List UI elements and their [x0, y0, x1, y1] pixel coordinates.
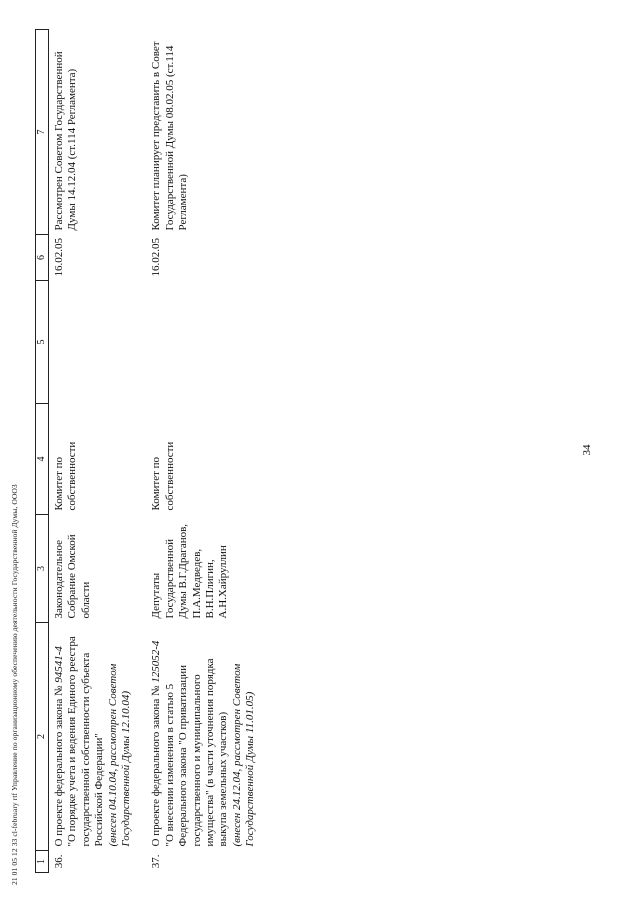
- table-row: [147, 30, 271, 873]
- bills-table: [35, 29, 272, 873]
- committee-cell: Комитет по собственности: [150, 441, 176, 511]
- bill-title-prefix: О проекте федерального закона №: [150, 682, 163, 847]
- table-row: [49, 30, 148, 873]
- header-col-7: 7: [36, 30, 49, 235]
- initiator-cell: Законодательное Собрание Омской области: [53, 534, 92, 619]
- row-number: 37.: [150, 854, 163, 869]
- document-footer: 21 01 05 12 33 cl-february rtf Управление по организационному обеспечению деятельности Государственной Думы, ООО3: [10, 484, 19, 885]
- bill-title-cell: [49, 623, 148, 851]
- bill-title-prefix: О проекте федерального закона №: [53, 682, 65, 847]
- bill-note: (внесен 04.10.04, рассмотрен Советом Государственной Думы 12.10.04): [106, 663, 133, 847]
- col5-cell: [49, 281, 148, 404]
- table-header-row: [36, 30, 49, 873]
- header-col-2: 2: [36, 623, 49, 851]
- header-col-3: 3: [36, 515, 49, 623]
- document-sheet: [10, 15, 620, 885]
- status-cell: Рассмотрен Советом Государственной Думы 14.12.04 (ст.114 Регламента): [53, 51, 79, 231]
- row-number: 36.: [53, 854, 65, 869]
- bill-number: 125052-4: [150, 640, 163, 683]
- initiator-cell: Депутаты Государственной Думы В.Г.Драганов, П.А.Медведев, В.Н.Плигин, А.Н.Хайруллин: [150, 523, 230, 619]
- status-cell: Комитет планирует представить в Совет Государственной Думы 08.02.05 (ст.114 Регламента): [150, 41, 190, 231]
- header-col-1: 1: [36, 851, 49, 873]
- bill-number: 94541-4: [53, 646, 65, 683]
- bill-title-cell: [147, 623, 271, 851]
- header-col-5: 5: [36, 281, 49, 404]
- bill-note: (внесен 24.12.04, рассмотрен Советом Государственной Думы 11.01.05): [230, 663, 257, 847]
- header-col-6: 6: [36, 235, 49, 281]
- date-cell: 16.02.05: [53, 238, 65, 277]
- date-cell: 16.02.05: [150, 238, 163, 277]
- col5-cell: [147, 281, 271, 404]
- committee-cell: Комитет по собственности: [53, 441, 79, 511]
- bill-title: "О внесении изменения в статью 5 Федерального закона "О приватизации государственного и муниципального имущества" (в части уточнения порядка выкупа земельных участков): [163, 658, 230, 847]
- header-col-4: 4: [36, 404, 49, 515]
- bill-title: "О порядке учета и ведения Единого реестра государственной собственности субъекта Российской Федерации": [66, 636, 106, 847]
- page-number: 34: [581, 444, 593, 456]
